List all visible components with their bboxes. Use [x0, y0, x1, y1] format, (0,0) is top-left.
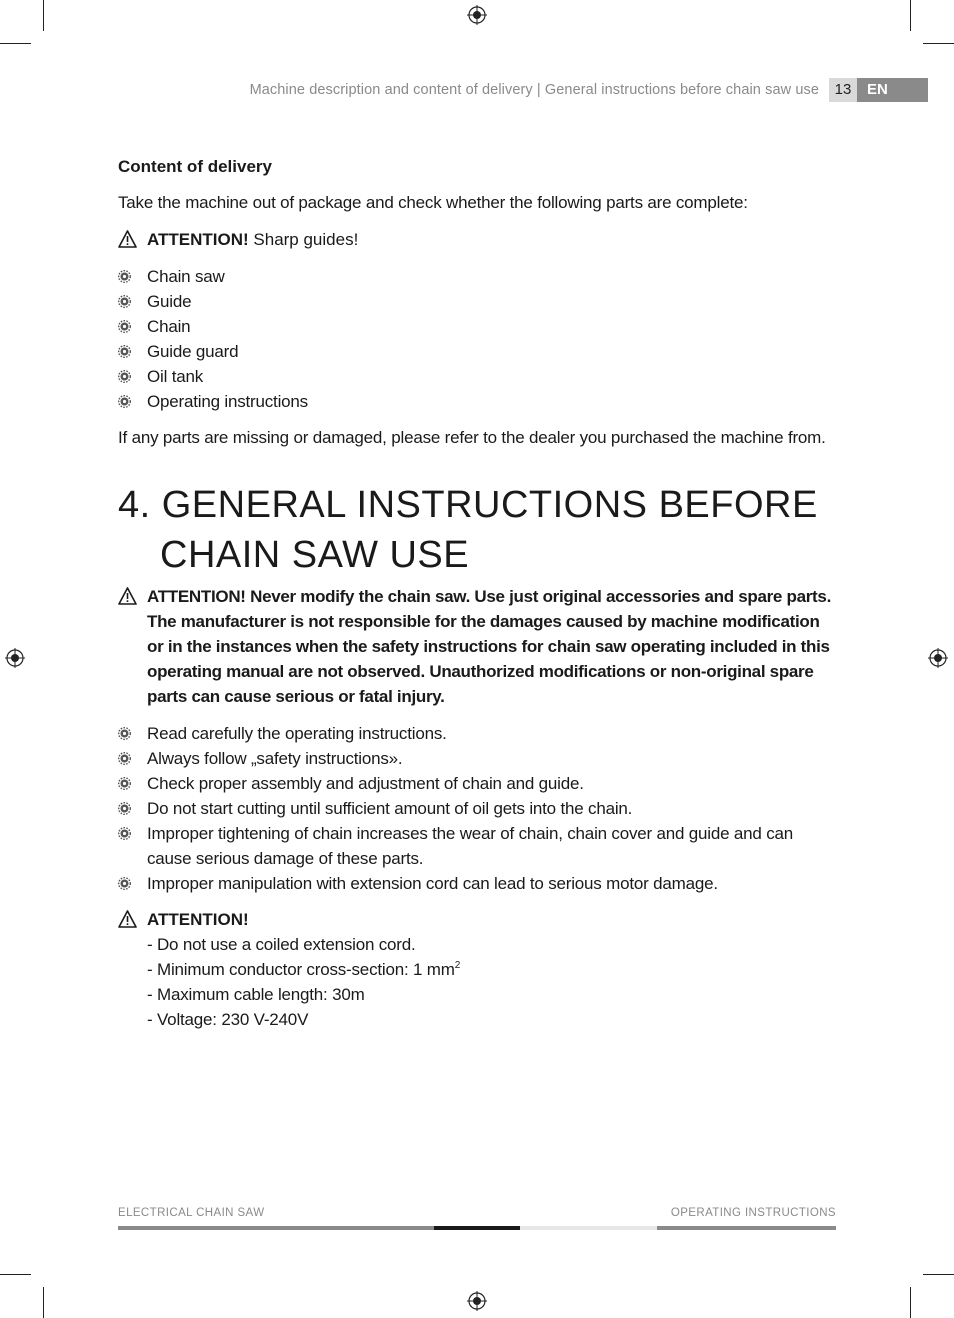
attention-text: Sharp guides! [248, 230, 359, 249]
list-item: Always follow „safety instructions». [118, 746, 838, 771]
list-item: Operating instructions [118, 389, 838, 414]
list-item: Improper tightening of chain increases the wear of chain, chain cover and guide and can cause serious damage of these parts. [118, 821, 838, 871]
footer-doc-type: OPERATING INSTRUCTIONS [670, 1207, 836, 1219]
footer-rule [657, 1226, 836, 1230]
instructions-list [118, 721, 838, 896]
list-item: Oil tank [118, 364, 838, 389]
crop-mark [923, 43, 954, 44]
registration-mark-icon [5, 648, 25, 668]
list-item: Chain saw [118, 264, 838, 289]
gear-bullet-icon [118, 752, 131, 765]
warning-triangle-icon [118, 910, 137, 928]
attention-label: ATTENTION! [147, 910, 249, 929]
cord-note: - Voltage: 230 V-240V [147, 1010, 309, 1029]
footer-rule [520, 1226, 657, 1230]
gear-bullet-icon [118, 270, 131, 283]
gear-bullet-icon [118, 395, 131, 408]
footer-rule [118, 1226, 434, 1230]
gear-bullet-icon [118, 320, 131, 333]
list-item: Improper manipulation with extension cord can lead to serious motor damage. [118, 871, 838, 896]
footer-rule [434, 1226, 520, 1230]
registration-mark-icon [467, 5, 487, 25]
list-item: Do not start cutting until sufficient amount of oil gets into the chain. [118, 796, 838, 821]
chapter-title: 4. GENERAL INSTRUCTIONS BEFORE CHAIN SAW USE [118, 484, 818, 576]
crop-mark [910, 1287, 911, 1318]
attention-label: ATTENTION! [147, 230, 249, 249]
crop-mark [43, 1287, 44, 1318]
attention-warning [118, 584, 838, 709]
crop-mark [43, 0, 44, 31]
list-item: Guide [118, 289, 838, 314]
delivery-closing: If any parts are missing or damaged, please refer to the dealer you purchased the machine from. [118, 428, 826, 447]
warning-triangle-icon [118, 587, 137, 605]
crop-mark [910, 0, 911, 31]
gear-bullet-icon [118, 345, 131, 358]
section-heading: Content of delivery [118, 157, 272, 176]
cord-note: - Maximum cable length: 30m [147, 985, 365, 1004]
cord-note: - Minimum conductor cross-section: 1 $mm^2$ [147, 960, 461, 979]
gear-bullet-icon [118, 827, 131, 840]
crop-mark [923, 1274, 954, 1275]
cord-notes [118, 932, 838, 1032]
gear-bullet-icon [118, 370, 131, 383]
list-item: Check proper assembly and adjustment of chain and guide. [118, 771, 838, 796]
warning-triangle-icon [118, 230, 137, 248]
page-content [118, 154, 838, 1032]
attention-text: Never modify the chain saw. Use just original accessories and spare parts. The manufacturer is not responsible for the damages caused by machine modification or in the instances when the safety instructions for chain saw operating included in this operating manual are not observed. Unauthorized modifications or non-original spare parts can cause serious or fatal injury. [147, 587, 831, 706]
delivery-intro: Take the machine out of package and check whether the following parts are complete: [118, 193, 748, 212]
page-number: 13 [829, 78, 857, 102]
gear-bullet-icon [118, 727, 131, 740]
crop-mark [0, 1274, 31, 1275]
attention-label: ATTENTION! [147, 587, 246, 606]
running-header: Machine description and content of delivery | General instructions before chain saw use [249, 82, 819, 98]
footer-product-name: ELECTRICAL CHAIN SAW [118, 1207, 265, 1219]
registration-mark-icon [928, 648, 948, 668]
list-item: Chain [118, 314, 838, 339]
registration-mark-icon [467, 1291, 487, 1311]
attention-cord [118, 907, 838, 932]
gear-bullet-icon [118, 877, 131, 890]
gear-bullet-icon [118, 777, 131, 790]
list-item: Read carefully the operating instructions. [118, 721, 838, 746]
gear-bullet-icon [118, 295, 131, 308]
crop-mark [0, 43, 31, 44]
list-item: Guide guard [118, 339, 838, 364]
delivery-list [118, 264, 838, 414]
attention-note [118, 227, 838, 252]
cord-note: - Do not use a coiled extension cord. [147, 935, 416, 954]
gear-bullet-icon [118, 802, 131, 815]
language-tag: EN [857, 78, 928, 102]
